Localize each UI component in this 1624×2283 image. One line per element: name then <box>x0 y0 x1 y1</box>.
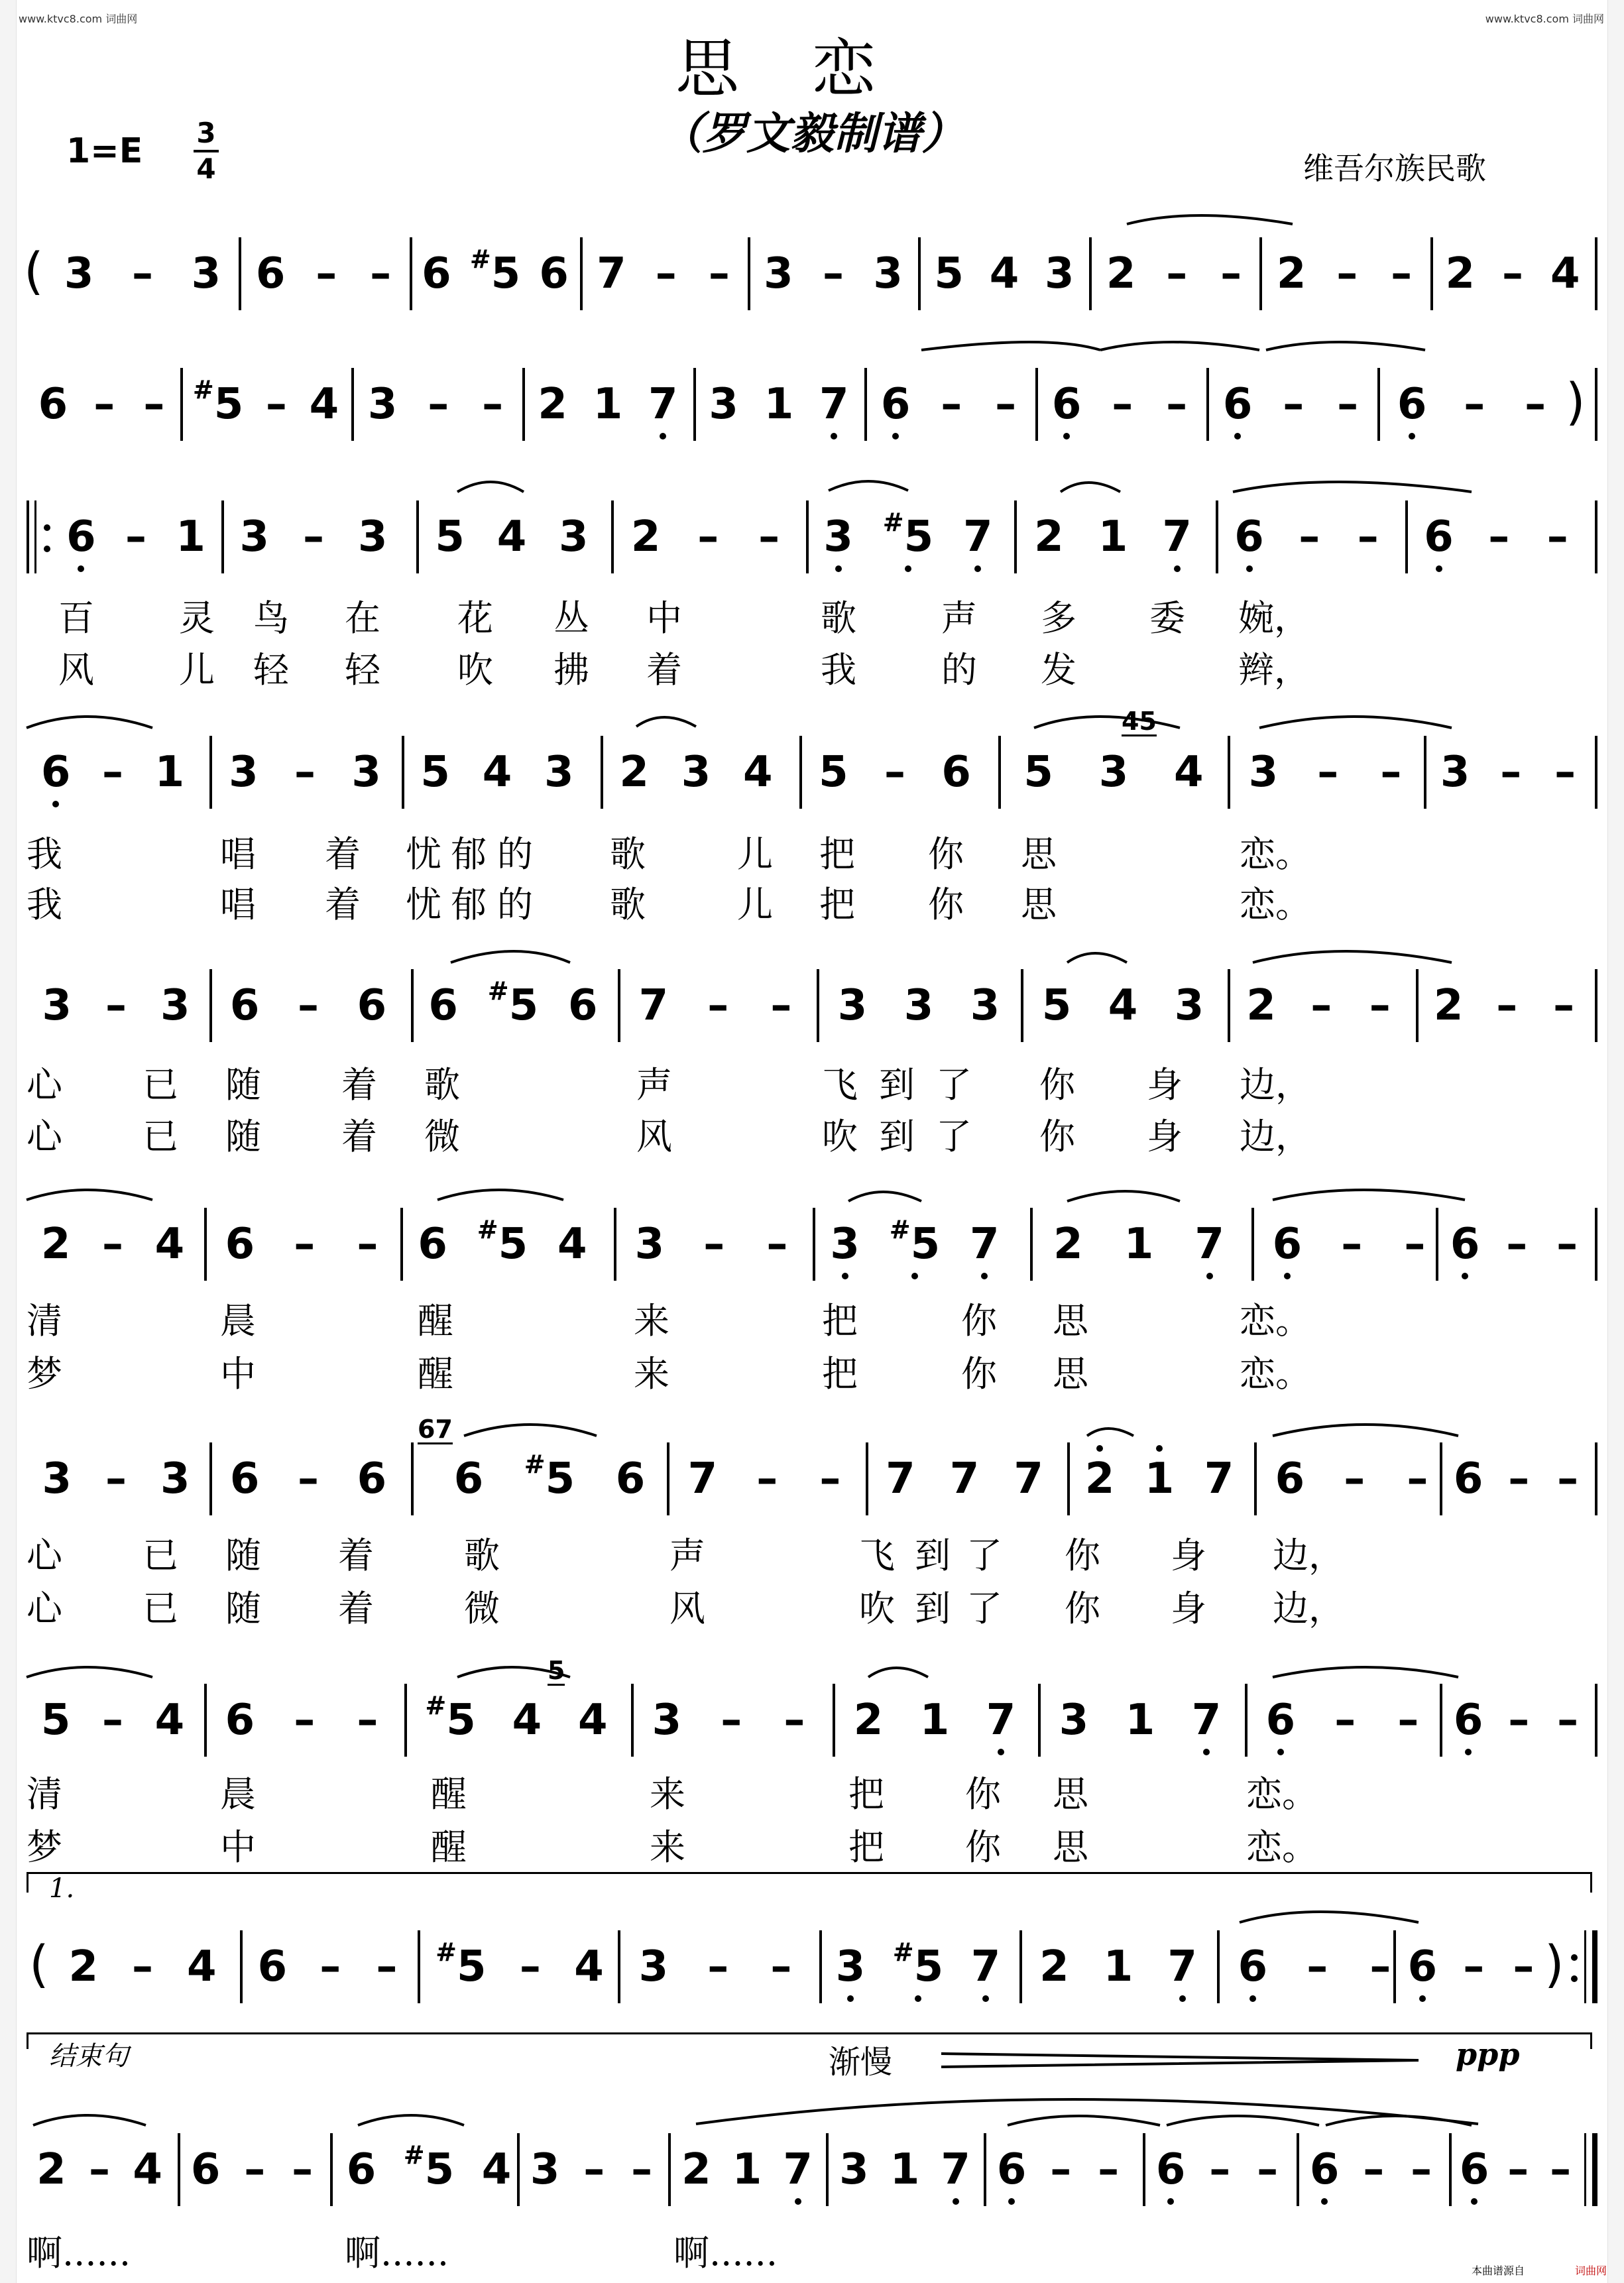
lyric-char: 歌 <box>610 833 646 875</box>
measure: 3 1 7 <box>696 368 862 441</box>
tie <box>1127 215 1293 224</box>
measure: 2 – – <box>630 512 780 561</box>
measure: 2 – 4 <box>40 1220 185 1269</box>
measure: 2 – – <box>1246 981 1391 1030</box>
measure: 3 – – <box>638 1942 792 1991</box>
lyric-char: 着 <box>338 1535 374 1576</box>
measure: 6 – – <box>1380 368 1566 441</box>
lyric-char: 我 <box>27 833 62 875</box>
slur <box>1253 951 1452 963</box>
lyric-char: 已 <box>143 1588 178 1629</box>
lyric-char: 多 <box>1041 597 1076 639</box>
lyric-char: 到 <box>915 1588 951 1629</box>
staff-line-1: ( 3 – 3 6 – – 6 #5 6 7 – – 3 – 3 5 4 3 2 – – 2 – – 2 – 4 <box>27 237 1597 310</box>
staff-line-8 <box>27 1684 1597 1757</box>
lyric-char: 你 <box>961 1353 997 1395</box>
lyric-char: 晨 <box>220 1300 256 1342</box>
measure: 6 – – <box>1453 1454 1579 1503</box>
measure: 3 #5 7 <box>815 1208 1014 1281</box>
slur <box>1087 1429 1133 1436</box>
measure: 2 1 7 <box>671 2133 823 2206</box>
lyric-char: 思 <box>1053 1353 1088 1395</box>
lyrics-verse-2-line-5 <box>0 1108 1624 1157</box>
lyric-char: 边， <box>1273 1535 1344 1576</box>
lyric-char: 了 <box>966 1535 1002 1576</box>
footer-text: 本曲谱源自 <box>1472 2264 1525 2277</box>
staff-line-7 <box>27 1442 1597 1515</box>
site-header-left: www.ktvc8.com 词曲网 <box>19 13 138 25</box>
slur <box>1167 2116 1319 2125</box>
slur <box>829 481 908 491</box>
lyric-char: 到 <box>879 1064 915 1106</box>
lyric-char: 着 <box>341 1064 377 1106</box>
measure: 5 3 4 <box>1023 748 1204 797</box>
measure: #5 4 4 <box>425 1690 608 1745</box>
lyric-char: 已 <box>143 1116 178 1157</box>
lyric-char: 我 <box>821 649 856 691</box>
lyric-char: 你 <box>928 833 964 875</box>
lyric-char: 鸟 <box>253 597 289 639</box>
measure: 6 #5 4 <box>418 1214 587 1269</box>
lyric-char: 清 <box>27 1300 62 1342</box>
measure: #5 – 4 <box>192 375 339 429</box>
measure: 6 – – <box>255 249 392 298</box>
lyric-ah: 啊...... <box>27 2232 131 2274</box>
lyric-char: 身 <box>1171 1535 1206 1576</box>
lyric-char: 中 <box>220 1353 256 1395</box>
song-title: 思恋 <box>675 32 949 106</box>
measure: 6 – – <box>38 380 165 429</box>
measure: 6 #5 4 <box>346 2140 512 2194</box>
lyric-char: 你 <box>1039 1116 1075 1157</box>
measure: 5 4 3 <box>420 748 574 797</box>
measure: 6 – – <box>190 2145 314 2194</box>
measure: 3 3 3 <box>837 981 1000 1030</box>
lyric-char: 梦 <box>27 1826 62 1868</box>
lyric-char: 飞 <box>859 1535 895 1576</box>
measure: 3 – – <box>367 380 504 429</box>
lyric-char: 把 <box>822 1353 858 1395</box>
measure: 6 – – <box>986 2133 1132 2206</box>
lyric-char: 醒 <box>431 1773 467 1815</box>
lyric-char: 你 <box>1039 1064 1075 1106</box>
ending-bracket <box>27 2032 1592 2049</box>
lyric-char: 忧 <box>406 884 441 925</box>
measure: 3 – 3 <box>64 249 221 298</box>
measure: 6 – 6 <box>229 981 387 1030</box>
lyric-char: 来 <box>634 1353 669 1395</box>
lyric-char: 醒 <box>418 1300 453 1342</box>
measure: 5 – 4 <box>40 1696 185 1745</box>
measure: 6 – – <box>225 1220 378 1269</box>
slur <box>1100 342 1259 350</box>
lyric-char: 把 <box>819 884 855 925</box>
lyrics-verse-2-line-7 <box>0 1580 1624 1629</box>
measure: 2 1 7 <box>1070 1442 1249 1515</box>
key-signature: 1=E <box>66 131 143 171</box>
lyric-char: 把 <box>848 1826 884 1868</box>
lyric-char: 花 <box>457 597 493 639</box>
slur <box>1034 717 1180 728</box>
lyrics-verse-2-line-8 <box>0 1819 1624 1868</box>
time-signature <box>190 118 223 184</box>
measure: #5 – 4 <box>435 1937 604 1991</box>
slur <box>464 1425 597 1436</box>
measure: 5 4 3 <box>435 512 589 561</box>
lyric-char: 你 <box>965 1826 1001 1868</box>
lyric-char: 思 <box>1021 833 1057 875</box>
slur <box>1233 482 1472 492</box>
measure: 6 – 6 <box>229 1454 387 1503</box>
lyric-char: 声 <box>636 1064 672 1106</box>
lyric-char: 醒 <box>418 1353 453 1395</box>
measure: 2 – – <box>1276 249 1413 298</box>
lyric-char: 梦 <box>27 1353 62 1395</box>
staff-line-3 <box>27 500 1597 573</box>
slur <box>696 2099 1478 2124</box>
measure: 6 – – <box>1299 2133 1445 2206</box>
lyric-char: 思 <box>1053 1773 1088 1815</box>
lyric-char: 把 <box>819 833 855 875</box>
decrescendo-hairpin <box>941 2054 1419 2067</box>
lyric-char: 歌 <box>464 1535 500 1576</box>
measure: 2 1 7 <box>835 1684 1034 1757</box>
lyric-char: 身 <box>1147 1064 1183 1106</box>
slur <box>451 951 570 963</box>
lyric-char: 儿 <box>179 649 215 691</box>
slur <box>27 1190 152 1200</box>
measure: 6 – – <box>1220 1930 1412 2003</box>
lyric-char: 轻 <box>345 649 380 691</box>
lyrics-verse-2-line-6 <box>0 1346 1624 1395</box>
slur <box>437 1190 563 1200</box>
lyric-char: 了 <box>936 1116 972 1157</box>
measure: 6 – – <box>1452 2133 1582 2206</box>
lyric-char: 心 <box>27 1116 62 1157</box>
lyric-char: 心 <box>27 1535 62 1576</box>
site-header-right: www.ktvc8.com 词曲网 <box>1485 13 1604 25</box>
lyric-char: 了 <box>936 1064 972 1106</box>
lyric-ah: 啊...... <box>673 2232 778 2274</box>
time-signature-top: 3 <box>196 117 216 149</box>
lyric-char: 飞 <box>822 1064 858 1106</box>
lyric-char: 儿 <box>737 833 773 875</box>
measure: 3 – 3 <box>239 512 388 561</box>
lyric-char: 身 <box>1147 1116 1183 1157</box>
slur <box>1273 1425 1458 1436</box>
measure: 3 #5 7 <box>809 500 1008 573</box>
measure: 6 – – <box>1438 1208 1592 1281</box>
lyric-char: 恋。 <box>1240 884 1311 925</box>
measure: 3 #5 7 <box>822 1930 1014 2003</box>
measure: 6 – – <box>867 368 1033 441</box>
slur <box>33 2115 146 2125</box>
lyric-char: 心 <box>27 1588 62 1629</box>
lyric-char: 边， <box>1273 1588 1344 1629</box>
slur <box>1061 483 1120 492</box>
slur <box>1273 1190 1465 1200</box>
slur <box>848 1192 921 1201</box>
lyric-char: 着 <box>646 649 682 691</box>
lyrics-verse-2-line-4 <box>0 876 1624 925</box>
measure: 7 – – <box>597 249 730 298</box>
lyric-char: 吹 <box>457 649 493 691</box>
grace-note: 45 <box>1122 707 1157 736</box>
lyric-char: 微 <box>424 1116 460 1157</box>
song-subtitle: （罗文毅制谱） <box>659 108 965 159</box>
lyric-char: 歌 <box>610 884 646 925</box>
grace-note: 67 <box>418 1415 453 1444</box>
lyric-char: 的 <box>941 649 977 691</box>
slur <box>1326 2116 1472 2125</box>
measure: 3 – 3 <box>42 1454 190 1503</box>
lyric-char: 着 <box>325 833 361 875</box>
lyric-char: 把 <box>848 1773 884 1815</box>
lyric-char: 声 <box>669 1535 705 1576</box>
measure: 6 – – <box>1275 1454 1428 1503</box>
measure: 7 7 7 <box>886 1454 1043 1503</box>
lyric-char: 你 <box>965 1773 1001 1815</box>
measure: 3 1 7 <box>1041 1684 1240 1757</box>
measure: 6 #5 6 <box>453 1449 646 1503</box>
measure: 6 – 1 <box>53 500 219 573</box>
lyrics-verse-1-line-8 <box>0 1766 1624 1815</box>
measure: 2 1 7 <box>1022 1930 1214 2003</box>
slur <box>868 1668 928 1677</box>
measure: 6 – – <box>1396 1930 1548 2003</box>
lyric-char: 声 <box>941 597 977 639</box>
lyrics-verse-1-line-3 <box>0 590 1624 639</box>
ending-label: 结束句 <box>49 2041 129 2072</box>
lyric-char: 歌 <box>424 1064 460 1106</box>
lyrics-verse-1-line-6 <box>0 1293 1624 1342</box>
slur <box>1259 717 1452 728</box>
lyric-char: 你 <box>1065 1535 1100 1576</box>
grace-note: 5 <box>548 1656 565 1685</box>
measure: 2 – – <box>1106 249 1242 298</box>
lyric-char: 忧 <box>406 833 441 875</box>
tempo-marking: 渐慢 <box>829 2044 893 2081</box>
lyric-char: 醒 <box>431 1826 467 1868</box>
measure: 2 – 4 <box>68 1942 217 1991</box>
song-origin: 维吾尔族民歌 <box>1303 150 1486 186</box>
slur <box>1008 2116 1160 2125</box>
lyric-char: 郁 <box>451 884 487 925</box>
measure: 2 1 7 <box>1033 1208 1245 1281</box>
measure: 2 – 4 <box>1445 249 1580 298</box>
lyric-char: 你 <box>961 1300 997 1342</box>
lyric-char: 拂 <box>553 649 589 691</box>
measure: 6 – – <box>1247 1684 1440 1757</box>
lyric-char: 随 <box>225 1064 261 1106</box>
measure: 3 – 3 <box>42 981 190 1030</box>
first-ending-label: 1. <box>49 1873 75 1904</box>
measure: 3 – 3 <box>229 748 381 797</box>
staff-line-9: ( 2 – 4 6 – – #5 – 4 3 – – 3 #5 7 2 1 7 6 – – 6 – – ) <box>27 1930 1597 2003</box>
lyrics-verse-2-line-3 <box>0 642 1624 691</box>
lyric-char: 来 <box>634 1300 669 1342</box>
lyric-char: 边， <box>1240 1116 1311 1157</box>
measure: 2 – – <box>1433 981 1575 1030</box>
slur <box>358 2115 464 2125</box>
lyric-char: 唱 <box>220 884 256 925</box>
lyric-char: 吹 <box>822 1116 858 1157</box>
lyric-char: 恋。 <box>1240 1300 1311 1342</box>
footer-brand: 词曲网 <box>1575 2264 1607 2277</box>
measure: 2 – 4 <box>36 2145 162 2194</box>
measure: 6 #5 6 <box>428 976 598 1030</box>
measure: 6 #5 6 <box>422 244 569 298</box>
measure: 2 3 4 <box>619 748 773 797</box>
measure: 7 – – <box>687 1454 841 1503</box>
lyric-char: 随 <box>225 1588 261 1629</box>
measure: 5 4 3 <box>1041 981 1204 1030</box>
slur <box>1067 1191 1180 1201</box>
measure: 3 – – <box>634 1220 788 1269</box>
lyric-char: 的 <box>497 833 533 875</box>
measure: 6 – – <box>1408 500 1587 573</box>
lyric-char: 晨 <box>220 1773 256 1815</box>
lyric-char: 你 <box>928 884 964 925</box>
measure: 6 – – <box>257 1942 398 1991</box>
lyric-char: 吹 <box>859 1588 895 1629</box>
lyric-char: 到 <box>915 1535 951 1576</box>
lyric-char: 的 <box>497 884 533 925</box>
time-signature-bottom: 4 <box>196 152 216 185</box>
lyric-char: 你 <box>1065 1588 1100 1629</box>
lyrics-verse-1-line-7 <box>0 1527 1624 1576</box>
lyric-char: 轻 <box>253 649 289 691</box>
slur <box>457 482 524 492</box>
slur <box>1067 953 1127 963</box>
measure: 6 – – <box>1254 1208 1446 1281</box>
lyric-char: 唱 <box>220 833 256 875</box>
measure: 6 – – <box>1218 500 1397 573</box>
measure: 7 – – <box>638 981 792 1030</box>
lyric-char: 我 <box>27 884 62 925</box>
lyric-char: 百 <box>58 597 94 639</box>
lyrics-verse-1-line-4 <box>0 826 1624 875</box>
lyric-char: 恋。 <box>1246 1773 1318 1815</box>
measure: 3 – – <box>1440 748 1576 797</box>
measure: 3 – – <box>652 1696 805 1745</box>
lyric-char: 边， <box>1240 1064 1311 1106</box>
measure: 3 – – <box>530 2145 653 2194</box>
lyric-char: 风 <box>636 1116 672 1157</box>
measure: 6 – – <box>225 1696 378 1745</box>
measure: 3 – – <box>1248 748 1402 797</box>
lyric-char: 微 <box>464 1588 500 1629</box>
lyric-char: 来 <box>650 1826 685 1868</box>
dynamic-marking: ppp <box>1456 2036 1520 2072</box>
staff-line-4 <box>27 736 1597 809</box>
lyric-char: 随 <box>225 1535 261 1576</box>
lyric-char: 已 <box>143 1535 178 1576</box>
lyric-char: 身 <box>1171 1588 1206 1629</box>
staff-line-5 <box>27 969 1597 1042</box>
lyric-char: 到 <box>879 1116 915 1157</box>
lyric-char: 来 <box>650 1773 685 1815</box>
lyric-char: 发 <box>1041 649 1076 691</box>
lyric-char: 了 <box>966 1588 1002 1629</box>
first-ending-bracket <box>27 1872 1592 1893</box>
slur <box>636 717 696 727</box>
measure: 5 4 3 <box>934 249 1074 298</box>
staff-line-2: 6 – – #5 – 4 3 – – 2 1 7 3 1 7 6 – – 6 – – 6 – – 6 – – ) <box>27 368 1597 441</box>
lyric-char: 风 <box>58 649 94 691</box>
slur <box>27 1667 152 1677</box>
lyric-char: 已 <box>143 1064 178 1106</box>
slur <box>27 717 152 728</box>
measure: 3 1 7 <box>829 2133 981 2206</box>
lyric-ah: 啊...... <box>345 2232 449 2274</box>
measure: 6 – – <box>1209 368 1375 441</box>
lyric-char: 风 <box>669 1588 705 1629</box>
measure: 5 – 6 <box>819 748 971 797</box>
lyric-char: 思 <box>1053 1300 1088 1342</box>
measure: 6 – – <box>1442 1684 1592 1757</box>
lyric-char: 恋。 <box>1240 1353 1311 1395</box>
lyric-char: 着 <box>338 1588 374 1629</box>
slur <box>1240 1912 1419 1922</box>
measure: 6 – 1 <box>27 736 199 809</box>
slur <box>921 342 1100 350</box>
lyric-char: 在 <box>345 597 380 639</box>
lyric-char: 灵 <box>179 597 215 639</box>
measure: 2 1 7 <box>1017 500 1209 573</box>
measure: 3 – 3 <box>764 249 903 298</box>
lyric-char: 思 <box>1021 884 1057 925</box>
lyric-char: 儿 <box>737 884 773 925</box>
lyric-char: 中 <box>220 1826 256 1868</box>
lyric-char: 随 <box>225 1116 261 1157</box>
lyric-char: 着 <box>325 884 361 925</box>
lyrics-verse-1-line-5 <box>0 1057 1624 1106</box>
staff-line-6 <box>27 1208 1597 1281</box>
lyric-char: 中 <box>646 597 682 639</box>
lyric-char: 清 <box>27 1773 62 1815</box>
staff-line-10 <box>27 2133 1597 2206</box>
lyric-char: 思 <box>1053 1826 1088 1868</box>
slur <box>1273 1667 1458 1677</box>
measure: 2 1 7 <box>525 368 691 441</box>
lyric-char: 恋。 <box>1246 1826 1318 1868</box>
lyric-char: 婉， <box>1238 597 1310 639</box>
lyric-char: 辫， <box>1238 649 1310 691</box>
measure: 6 – – <box>1145 2133 1291 2206</box>
slur <box>1266 342 1425 350</box>
measure: 6 – – <box>1038 368 1204 441</box>
lyric-char: 丛 <box>553 597 589 639</box>
lyric-char: 心 <box>27 1064 62 1106</box>
lyric-char: 把 <box>822 1300 858 1342</box>
lyric-char: 歌 <box>821 597 856 639</box>
lyric-char: 郁 <box>451 833 487 875</box>
lyric-char: 着 <box>341 1116 377 1157</box>
lyric-char: 委 <box>1149 597 1185 639</box>
lyric-char: 恋。 <box>1240 833 1311 875</box>
